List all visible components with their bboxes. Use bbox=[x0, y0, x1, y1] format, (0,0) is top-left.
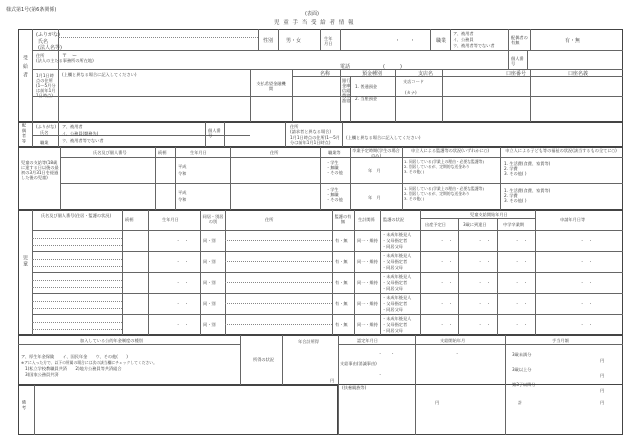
side-label: (表面) bbox=[305, 11, 319, 17]
child-date-b[interactable]: ・ ・ bbox=[478, 322, 491, 327]
address-row-line bbox=[32, 69, 623, 70]
child-number-dotted bbox=[32, 287, 122, 288]
notice-label: 手当月額 bbox=[552, 338, 569, 343]
child-status-c[interactable]: ・同居父母 bbox=[382, 307, 403, 312]
decision-label: 認定年月日 bbox=[357, 338, 378, 343]
separate-header-job: 職業等 bbox=[328, 150, 341, 155]
children-header-status: 監護の状況 bbox=[383, 217, 404, 222]
office-div-d bbox=[415, 335, 416, 435]
child-number-dotted bbox=[32, 329, 122, 330]
children-subheader-line bbox=[420, 218, 535, 219]
decision-value[interactable]: ・ ・ bbox=[378, 351, 395, 356]
monthly-yen-c: 円 bbox=[600, 388, 605, 393]
separate-header-relation: 続柄 bbox=[158, 150, 167, 155]
sep-row1-era-a: 平成 bbox=[178, 164, 187, 169]
child-status-c[interactable]: ・同居父母 bbox=[382, 265, 403, 270]
indiv-no-divider-a bbox=[508, 50, 509, 69]
bank-account-type-a[interactable]: 1. 普通預金 bbox=[355, 84, 378, 89]
office-div-e bbox=[505, 335, 506, 435]
job-divider-a bbox=[430, 29, 431, 50]
child-date-d[interactable]: ・ ・ bbox=[580, 259, 593, 264]
child-date-c[interactable]: ・ ・ bbox=[515, 280, 528, 285]
spouse-divider-a bbox=[508, 29, 509, 50]
sep-row2-care[interactable]: 1. 同居している(学業上の理由・必要な監護等) 2. 別居しているが、定期的な送金あり 3. その他( ) bbox=[404, 186, 484, 201]
children-header-name: 氏名及び個人番号(住居・監護の状況) bbox=[40, 213, 112, 218]
child-status-c[interactable]: ・同居父母 bbox=[382, 328, 403, 333]
child-date-b[interactable]: ・ ・ bbox=[478, 238, 491, 243]
phone-label: 電話 bbox=[340, 64, 351, 70]
spouse-job-option-c[interactable]: ウ、被用者等でない者 bbox=[62, 138, 104, 143]
spouse-side-label: 配偶者等 bbox=[22, 123, 27, 144]
child-status-b[interactable]: ・父母指定者 bbox=[382, 280, 408, 285]
bank-col-name: 名称 bbox=[320, 71, 331, 77]
child-status-a[interactable]: ・未成年後見人 bbox=[382, 253, 412, 258]
notes-label: 備考 bbox=[22, 400, 27, 411]
bank-col-div-3 bbox=[395, 69, 396, 122]
bank-type-options[interactable]: 銀行 金庫 信組 農協 漁協 bbox=[342, 78, 351, 103]
separate-header-name: 氏名及び個人番号 bbox=[93, 150, 127, 155]
bank-account-type-b[interactable]: 2. 当座預金 bbox=[355, 96, 378, 101]
individual-no-label: 個人番号 bbox=[511, 56, 524, 66]
spouse-label: 配偶者の有無 bbox=[511, 35, 528, 45]
payment-label: 支給開始年月 bbox=[440, 338, 466, 343]
sep-row2-job[interactable]: ・学生 ・無職 ・その他 bbox=[326, 187, 343, 202]
dob-divider-a bbox=[320, 29, 321, 50]
separate-row-divider bbox=[60, 183, 623, 184]
separate-children-side-label: 児童の支給等(18歳に達する日以後の最初の3月31日を経過した後の児童) bbox=[21, 160, 59, 180]
child-livelihood[interactable]: 同一・維持 bbox=[357, 280, 378, 285]
claimant-jan1-label: 1月1日時点の住所(1〜5月分は前年1月1日時点) bbox=[36, 73, 56, 98]
indiv-no-divider-b bbox=[527, 50, 528, 69]
sex-divider-b bbox=[278, 29, 279, 50]
child-address-dotted bbox=[225, 324, 332, 325]
sep-col-2 bbox=[175, 147, 176, 210]
child-status-a[interactable]: ・未成年後見人 bbox=[382, 295, 412, 300]
bank-col-holder: 口座名義 bbox=[568, 71, 589, 77]
sep-row1-care[interactable]: 1. 同居している(学業上の理由・必要な監護等) 2. 別居しているが、定期的な送金あり 3. その他( ) bbox=[404, 159, 484, 174]
child-status-b[interactable]: ・父母指定者 bbox=[382, 322, 408, 327]
children-header-livelihood: 生計関係 bbox=[358, 217, 375, 222]
separate-header-welfare: 申立人による子ども等の福祉の状況(該当するもの全てに○) bbox=[505, 148, 617, 153]
monthly-item-b: 3歳以上分 bbox=[512, 367, 532, 372]
sep-col-5 bbox=[350, 147, 351, 210]
claimant-address-label: 住所 (法人の主たる事務所の所在地) bbox=[36, 53, 94, 63]
separate-header-care: 申立人による監護等の状況(いずれかに○) bbox=[410, 148, 490, 153]
children-header-start: 児童支給開始年月日 bbox=[470, 212, 508, 217]
child-date-a[interactable]: ・ ・ bbox=[440, 301, 453, 306]
children-subheader-a: 出産予定日 bbox=[425, 222, 446, 227]
child-date-d[interactable]: ・ ・ bbox=[580, 301, 593, 306]
separate-header-address: 住所 bbox=[270, 150, 279, 155]
child-row-line bbox=[32, 293, 623, 294]
child-date-c[interactable]: ・ ・ bbox=[515, 238, 528, 243]
child-status-a[interactable]: ・未成年後見人 bbox=[382, 232, 412, 237]
sep-col-7 bbox=[500, 147, 501, 210]
child-row-line bbox=[32, 314, 623, 315]
child-dob[interactable]: ・ ・ bbox=[176, 280, 189, 285]
dob-value[interactable]: ・ ・ bbox=[395, 38, 416, 44]
spouse-kana-label: (ふりがな) bbox=[36, 124, 57, 129]
office-div-b bbox=[282, 335, 283, 385]
child-address-dotted bbox=[225, 303, 332, 304]
child-row-line bbox=[32, 272, 623, 273]
separate-header-line bbox=[60, 157, 623, 158]
spouse-address-label: 住所 (請求者と異なる場合) bbox=[290, 124, 331, 134]
child-cohab[interactable]: 同・別 bbox=[203, 322, 216, 327]
spouse-individual-no-label: 個人番号 bbox=[208, 128, 221, 138]
office-header-line bbox=[338, 344, 623, 345]
claimant-name-field[interactable] bbox=[58, 29, 258, 50]
claimant-name-label: 氏名 (法人名等) bbox=[38, 39, 62, 51]
sep-row1-job[interactable]: ・学生 ・無職 ・その他 bbox=[326, 160, 343, 175]
bank-col-div-5 bbox=[530, 69, 531, 122]
spouse-jan1-div bbox=[342, 122, 343, 147]
child-date-a[interactable]: ・ ・ bbox=[440, 280, 453, 285]
child-status-b[interactable]: ・父母指定者 bbox=[382, 301, 408, 306]
children-header-relation: 続柄 bbox=[125, 217, 134, 222]
bank-kana-label: (カナ) bbox=[405, 90, 417, 95]
bank-label: 支払希望金融機関 bbox=[256, 81, 286, 91]
child-livelihood[interactable]: 同一・維持 bbox=[357, 259, 378, 264]
children-side-label: 児童 bbox=[22, 255, 28, 267]
spouse-indiv-div-b bbox=[224, 122, 225, 147]
child-number-dotted bbox=[32, 245, 122, 246]
spouse-name-label: 氏名 bbox=[40, 130, 49, 135]
sep-row2-grad[interactable]: 年 月 bbox=[368, 195, 381, 200]
bank-col-div-4 bbox=[442, 69, 443, 122]
child-cohab[interactable]: 同・別 bbox=[203, 301, 216, 306]
sex-value[interactable]: 男・女 bbox=[286, 38, 302, 44]
child-status-a[interactable]: ・未成年後見人 bbox=[382, 274, 412, 279]
child-dob[interactable]: ・ ・ bbox=[176, 322, 189, 327]
child-name-dotted bbox=[32, 301, 122, 302]
pension-options-1[interactable]: ア、厚生年金保険 イ、国民年金 ウ、その他( ) bbox=[21, 354, 128, 359]
child-name-dotted bbox=[32, 259, 122, 260]
child-name-dotted bbox=[32, 238, 122, 239]
notes-field[interactable] bbox=[35, 386, 337, 434]
bank-col-type: 預金種別 bbox=[362, 71, 383, 77]
bank-col-account: 口座番号 bbox=[506, 71, 527, 77]
ch-col-9 bbox=[458, 218, 459, 335]
office-div-a bbox=[240, 335, 241, 385]
child-date-a[interactable]: ・ ・ bbox=[440, 322, 453, 327]
child-livelihood[interactable]: 同一・維持 bbox=[357, 238, 378, 243]
child-care[interactable]: 有・無 bbox=[335, 259, 348, 264]
job-divider-b bbox=[450, 29, 451, 50]
office-div-c bbox=[338, 335, 339, 435]
monthly-item-total: 計 bbox=[518, 400, 523, 405]
child-number-dotted bbox=[32, 266, 122, 267]
claimant-side-divider bbox=[32, 29, 33, 122]
bank-divider-a bbox=[250, 69, 251, 122]
sep-col-4 bbox=[320, 147, 321, 210]
sex-divider-a bbox=[258, 29, 259, 50]
postal-mark: 〒 ー bbox=[62, 53, 78, 59]
children-header-care: 監護の有無 bbox=[334, 214, 352, 224]
child-date-d[interactable]: ・ ・ bbox=[580, 322, 593, 327]
spouse-job-option-a[interactable]: ア、被用者 bbox=[62, 124, 83, 129]
sep-row2-welfare[interactable]: 1. 生活費(食費、家賃等) 2. 学費 3. その他( ) bbox=[504, 188, 551, 203]
sep-row1-welfare[interactable]: 1. 生活費(食費、家賃等) 2. 学費 3. その他( ) bbox=[504, 161, 551, 176]
sep-col-3 bbox=[230, 147, 231, 210]
branch-code-label: 支店コード bbox=[403, 79, 424, 84]
monthly-yen-a: 円 bbox=[600, 358, 605, 363]
form-number: 様式第1号(第6条関係) bbox=[6, 7, 57, 13]
job-label: 職業 bbox=[436, 38, 447, 44]
tax-label: (扶養親族等) bbox=[342, 385, 367, 390]
child-address-dotted bbox=[225, 240, 332, 241]
bank-col-div-1 bbox=[340, 69, 341, 122]
spouse-job-option-b[interactable]: イ、公務員(勤務先) bbox=[62, 131, 99, 136]
sep-row2-era-a: 平成 bbox=[178, 190, 187, 195]
child-livelihood[interactable]: 同一・維持 bbox=[357, 322, 378, 327]
child-care[interactable]: 有・無 bbox=[335, 322, 348, 327]
decision-type: 支給事由(消滅事由) bbox=[340, 361, 377, 366]
sep-row1-grad[interactable]: 年 月 bbox=[368, 168, 381, 173]
sep-row2-era-b: 令和 bbox=[178, 197, 187, 202]
pension-options-4[interactable]: 3)国家公務員共済 bbox=[25, 372, 59, 377]
child-status-b[interactable]: ・父母指定者 bbox=[382, 238, 408, 243]
spouse-jan1-label: 1月1日時点の住所(1〜5月分は前年1月1日時点) bbox=[290, 135, 340, 145]
total-yen-left: 円 bbox=[435, 400, 440, 405]
child-date-b[interactable]: ・ ・ bbox=[478, 280, 491, 285]
child-status-a[interactable]: ・未成年後見人 bbox=[382, 316, 412, 321]
monthly-item-c: 第3子以降分 bbox=[512, 382, 536, 387]
children-header-address: 住所 bbox=[265, 217, 274, 222]
child-status-c[interactable]: ・同居父母 bbox=[382, 286, 403, 291]
pension-options-3[interactable]: 1)私立学校教職員共済 2)地方公務員等共済組合 bbox=[25, 366, 122, 371]
monthly-yen-total: 円 bbox=[600, 400, 605, 405]
dob-divider-b bbox=[340, 29, 341, 50]
payment-value[interactable]: ・ bbox=[378, 372, 383, 377]
child-number-dotted bbox=[32, 308, 122, 309]
child-care[interactable]: 有・無 bbox=[335, 280, 348, 285]
child-date-d[interactable]: ・ ・ bbox=[580, 238, 593, 243]
income-label: 年合計所得 bbox=[298, 339, 319, 344]
jan1-row-line bbox=[32, 96, 623, 97]
child-date-c[interactable]: ・ ・ bbox=[515, 322, 528, 327]
spouse-jan1-note: (上欄と異なる場合に記入してください) bbox=[346, 135, 421, 140]
job-option-a[interactable]: ア、被用者 bbox=[453, 31, 474, 36]
child-date-b[interactable]: ・ ・ bbox=[478, 301, 491, 306]
children-header-cohab: 同居・別居の別 bbox=[202, 214, 224, 224]
income-yen: 円 bbox=[330, 378, 335, 383]
child-care[interactable]: 有・無 bbox=[335, 301, 348, 306]
child-dob[interactable]: ・ ・ bbox=[176, 238, 189, 243]
pension-options-2: ※アに入った方で、以下の所属の場合には次の該当欄にチェックしてください。 bbox=[21, 360, 157, 365]
pension-title: 加入している公的年金制度の種別 bbox=[80, 338, 143, 343]
child-status-c[interactable]: ・同居父母 bbox=[382, 244, 403, 249]
child-dob[interactable]: ・ ・ bbox=[176, 301, 189, 306]
child-date-c[interactable]: ・ ・ bbox=[515, 301, 528, 306]
separate-header-grad: 卒業予定時期(学生の場合のみ) bbox=[352, 148, 400, 158]
claimant-kana-label: (ふりがな) bbox=[36, 32, 60, 38]
child-date-a[interactable]: ・ ・ bbox=[440, 259, 453, 264]
dob-label: 生年月日 bbox=[324, 36, 333, 46]
monthly-item-a: 3歳未満分 bbox=[512, 352, 532, 357]
claimant-jan1-note: (上欄と異なる場合に記入してください) bbox=[62, 72, 137, 77]
claimant-name-row-line bbox=[32, 50, 623, 51]
claimant-side-label: 受 給 者 bbox=[22, 55, 28, 79]
child-dob[interactable]: ・ ・ bbox=[176, 259, 189, 264]
child-address-dotted bbox=[225, 261, 332, 262]
children-subheader-b: 3歳に到達日 bbox=[463, 222, 487, 227]
children-header-apply: 申請年月日等 bbox=[560, 217, 586, 222]
page-title: 児 童 手 当 受 給 者 情 報 bbox=[274, 20, 355, 26]
spouse-indiv-div-a bbox=[205, 122, 206, 147]
phone-value[interactable]: ( ) bbox=[383, 64, 402, 70]
child-cohab[interactable]: 同・別 bbox=[203, 259, 216, 264]
payment-start-value[interactable]: ・ bbox=[455, 351, 460, 356]
pension-title-line bbox=[18, 344, 240, 345]
separate-header-dob: 生年月日 bbox=[190, 150, 207, 155]
child-date-d[interactable]: ・ ・ bbox=[580, 280, 593, 285]
child-address-dotted bbox=[225, 282, 332, 283]
monthly-yen-b: 円 bbox=[600, 373, 605, 378]
sep-col-1 bbox=[155, 147, 156, 210]
spouse-value[interactable]: 有・無 bbox=[565, 38, 581, 44]
bank-col-branch: 支店名 bbox=[418, 71, 434, 77]
child-date-c[interactable]: ・ ・ bbox=[515, 259, 528, 264]
child-name-dotted bbox=[32, 322, 122, 323]
child-cohab[interactable]: 同・別 bbox=[203, 238, 216, 243]
ch-col-10 bbox=[497, 218, 498, 335]
sep-row1-era-b: 令和 bbox=[178, 171, 187, 176]
job-option-c[interactable]: ウ、被用者等でない者 bbox=[453, 43, 495, 48]
children-subheader-c: 中学卒業期 bbox=[503, 222, 524, 227]
child-cohab[interactable]: 同・別 bbox=[203, 280, 216, 285]
child-livelihood[interactable]: 同一・維持 bbox=[357, 301, 378, 306]
spouse-job-label: 職業 bbox=[40, 140, 49, 145]
affiliation-label: 所得の状況 bbox=[253, 357, 274, 362]
sep-col-6 bbox=[402, 147, 403, 210]
child-row-line bbox=[32, 251, 623, 252]
sex-label: 性別 bbox=[263, 38, 274, 44]
children-header-dob: 生年月日 bbox=[162, 217, 179, 222]
job-option-b[interactable]: イ、公務員 bbox=[453, 37, 474, 42]
child-date-b[interactable]: ・ ・ bbox=[478, 259, 491, 264]
spouse-divider-b bbox=[530, 29, 531, 50]
spouse-address-div bbox=[285, 122, 286, 147]
child-status-b[interactable]: ・父母指定者 bbox=[382, 259, 408, 264]
child-date-a[interactable]: ・ ・ bbox=[440, 238, 453, 243]
child-name-dotted bbox=[32, 280, 122, 281]
child-care[interactable]: 有・無 bbox=[335, 238, 348, 243]
